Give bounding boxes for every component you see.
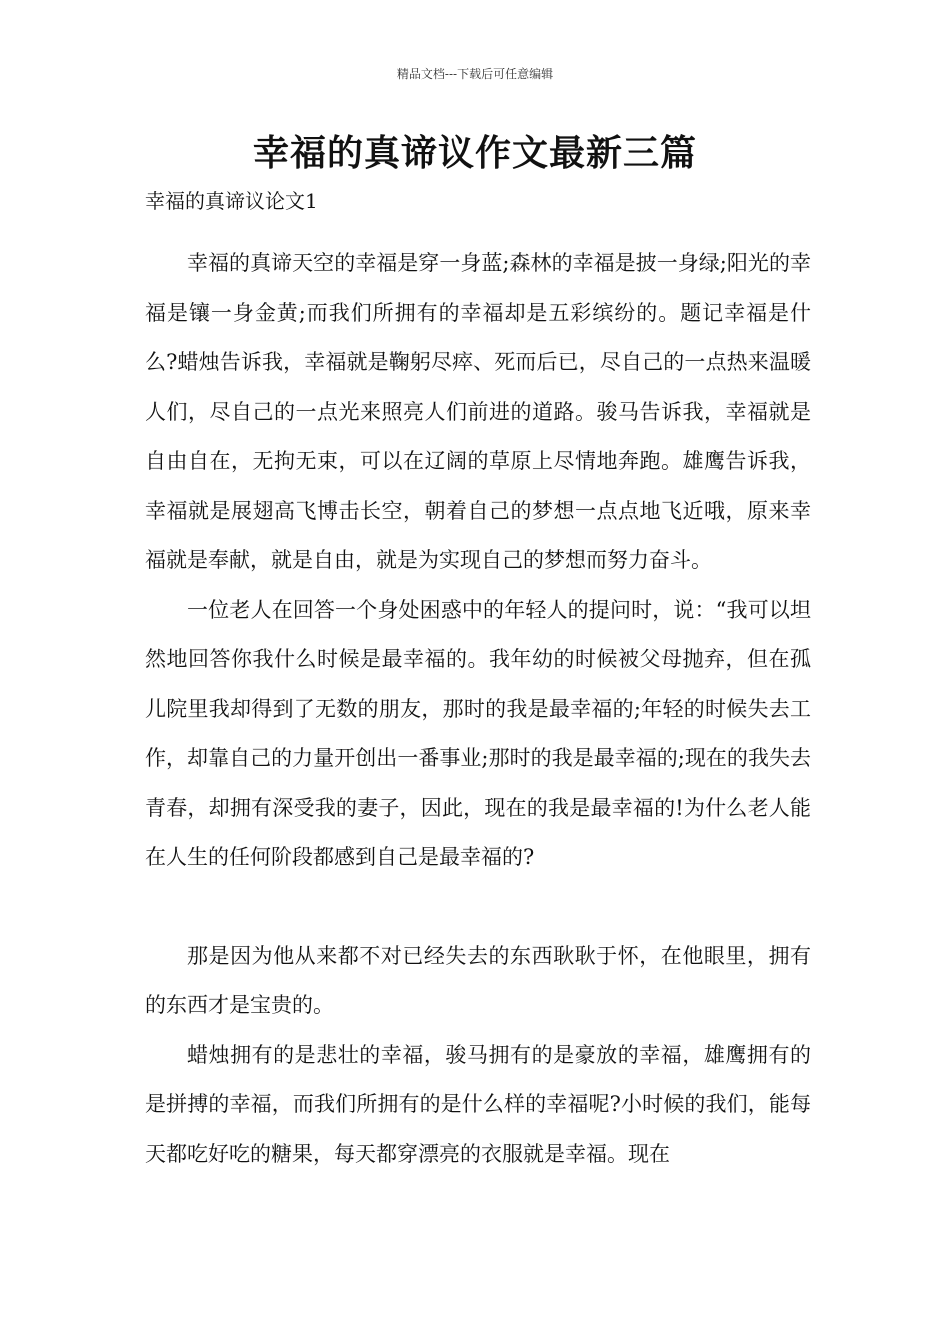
document-body (145, 186, 811, 1179)
document-title: 幸福的真谛议作文最新三篇 (252, 132, 697, 174)
paragraph-1: 幸福的真谛天空的幸福是穿一身蓝;森林的幸福是披一身绿;阳光的幸福是镶一身金黄;而我们所拥有的幸福却是五彩缤纷的。题记幸福是什么?蜡烛告诉我，幸福就是鞠躬尽瘁、死而后已，尽自己的一点热来温暖人们，尽自己的一点光来照亮人们前进的道路。骏马告诉我，幸福就是自由自在，无拘无束，可以在辽阔的草原上尽情地奔跑。雄鹰告诉我，幸福就是展翅高飞博击长空，朝着自己的梦想一点点地飞近哦，原来幸福就是奉献，就是自由，就是为实现自己的梦想而努力奋斗。 (145, 251, 811, 572)
paragraph-4: 蜡烛拥有的是悲壮的幸福，骏马拥有的是豪放的幸福，雄鹰拥有的是拼搏的幸福，而我们所拥有的是什么样的幸福呢?小时候的我们，能每天都吃好吃的糖果，每天都穿漂亮的衣服就是幸福。现在 (145, 1042, 811, 1166)
paragraph-2: 一位老人在回答一个身处困惑中的年轻人的提问时，说：“我可以坦然地回答你我什么时候是最幸福的。我年幼的时候被父母抛弃，但在孤儿院里我却得到了无数的朋友，那时的我是最幸福的;年轻的时候失去工作，却靠自己的力量开创出一番事业;那时的我是最幸福的;现在的我失去青春，却拥有深受我的妻子，因此，现在的我是最幸福的!为什么老人能在人生的任何阶段都感到自己是最幸福的? (145, 597, 811, 869)
header-note: 精品文档---下载后可任意编辑 (396, 67, 554, 81)
section-subheading: 幸福的真谛议论文1 (145, 189, 318, 213)
paragraph-3: 那是因为他从来都不对已经失去的东西耿耿于怀，在他眼里，拥有的东西才是宝贵的。 (145, 943, 811, 1017)
paragraph-gap (145, 883, 811, 932)
